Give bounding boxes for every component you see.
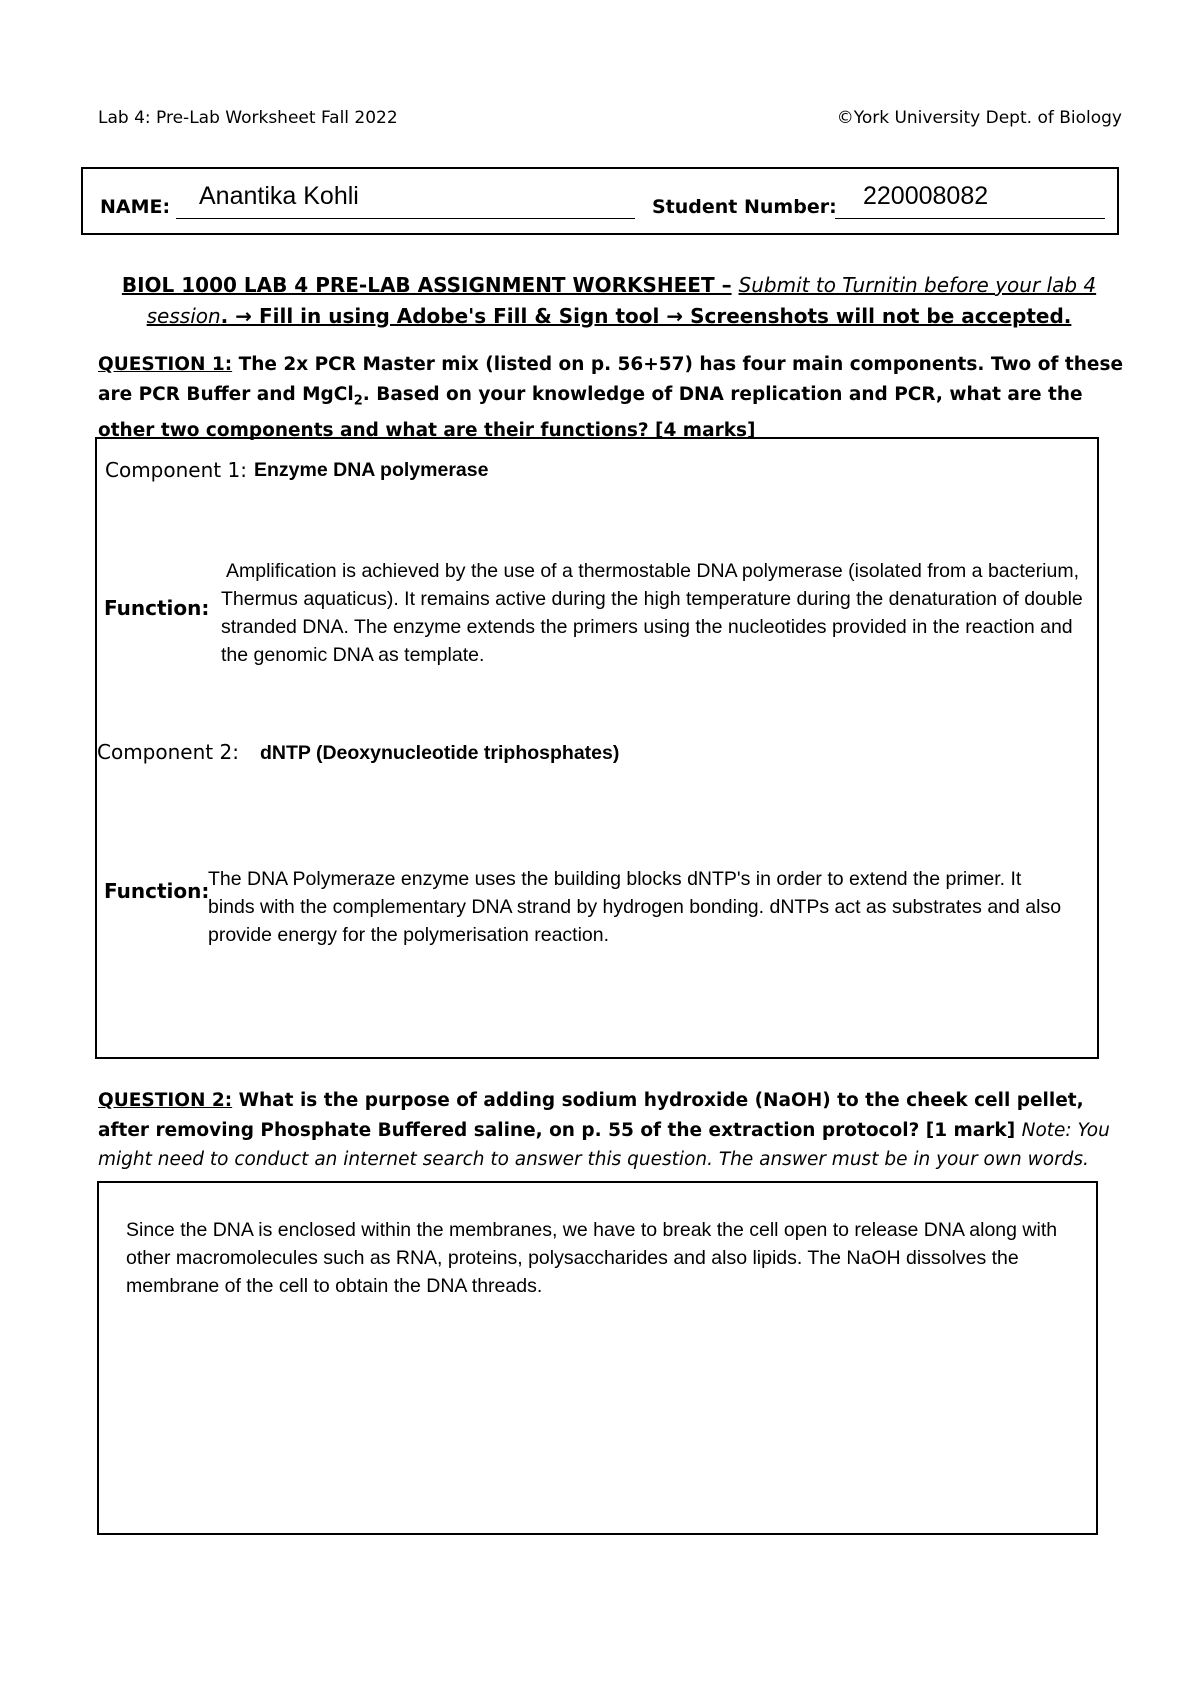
header-left: Lab 4: Pre-Lab Worksheet Fall 2022 — [98, 108, 398, 128]
question-2-text — [98, 1086, 1128, 1175]
question-2-number: QUESTION 2: — [98, 1090, 233, 1111]
question-1-answer-box — [95, 437, 1099, 1059]
header-right: ©York University Dept. of Biology — [836, 108, 1122, 128]
component-2-label: Component 2: — [97, 740, 239, 764]
function-2-field[interactable]: The DNA Polymeraze enzyme uses the building blocks dNTP's in order to extend the primer. It binds with the complementary DNA strand by hydrogen bonding. dNTPs act as substrates and also provide energy for the polymerisation reaction. — [208, 868, 1062, 946]
question-1-number: QUESTION 1: — [98, 354, 233, 375]
component-1-field[interactable]: Enzyme DNA polymerase — [254, 459, 489, 481]
student-number-field[interactable]: 220008082 — [863, 182, 989, 210]
name-line — [176, 218, 635, 219]
title-main: BIOL 1000 LAB 4 PRE-LAB ASSIGNMENT WORKSHEET – — [121, 273, 732, 297]
name-field[interactable]: Anantika Kohli — [199, 182, 359, 210]
question-2-answer-box — [97, 1181, 1098, 1535]
worksheet-title — [98, 270, 1120, 332]
student-number-label: Student Number: — [652, 196, 837, 218]
question-1-prompt-a: The 2x PCR Master mix (listed on p. 56+57) has four main components. Two of these are PCR Buffer and MgCl — [98, 354, 1124, 405]
function-1-field[interactable]: Amplification is achieved by the use of a thermostable DNA polymerase (isolated from a bacterium, Thermus aquaticus). It remains active during the high temperature during the denaturation of double stranded DNA. The enzyme extends the primers using the nucleotides provided in the reaction and the genomic DNA as template. — [221, 560, 1083, 666]
component-1-label: Component 1: — [105, 458, 247, 482]
question-1-text — [98, 350, 1128, 445]
title-instructions: . → Fill in using Adobe's Fill & Sign tool → Screenshots will not be accepted. — [220, 304, 1072, 328]
student-info-box — [81, 167, 1119, 235]
function-2-label: Function: — [104, 879, 210, 903]
name-label: NAME: — [100, 196, 171, 218]
title-submit: Submit to Turnitin before your lab 4 session — [146, 273, 1097, 328]
mgcl-subscript: 2 — [353, 393, 363, 409]
question-1-prompt-b: . Based on your knowledge of DNA replication and PCR, what are the other two components and what are their functions? [4 marks] — [98, 383, 1083, 441]
question-2-answer-field[interactable]: Since the DNA is enclosed within the membranes, we have to break the cell open to release DNA along with other macromolecules such as RNA, proteins, polysaccharides and also lipids. The NaOH dissolves the membrane of the cell to obtain the DNA threads. — [126, 1219, 1058, 1297]
question-2-note: Note: You might need to conduct an internet search to answer this question. The answer must be in your own words. — [98, 1119, 1110, 1170]
student-number-line — [835, 218, 1105, 219]
question-2-prompt: What is the purpose of adding sodium hydroxide (NaOH) to the cheek cell pellet, after removing Phosphate Buffered saline, on p. 55 of the extraction protocol? [1 mark] — [98, 1090, 1084, 1141]
component-2-field[interactable]: dNTP (Deoxynucleotide triphosphates) — [260, 742, 620, 764]
function-1-label: Function: — [104, 596, 210, 620]
